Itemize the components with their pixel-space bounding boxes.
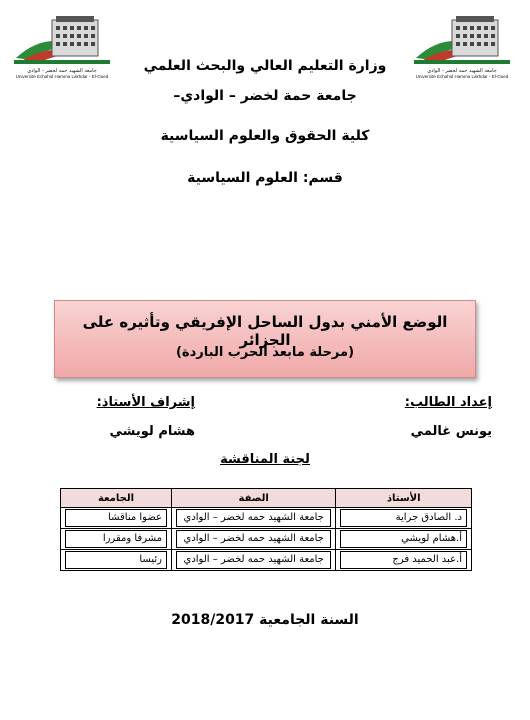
table-cell-affiliation — [171, 550, 335, 571]
academic-year: السنة الجامعية 2018/2017 — [171, 612, 359, 628]
faculty-heading: كلية الحقوق والعلوم السياسية — [160, 128, 370, 144]
column-header-professor: الأستاذ — [336, 489, 472, 508]
committee-title: لجنة المناقشة — [220, 452, 310, 467]
thesis-title: الوضع الأمني بدول الساحل الإفريقي وتأثيره على الجزائر — [82, 313, 448, 349]
table-row — [61, 550, 472, 571]
cell-text: أ.عبد الحميد فرج — [340, 551, 467, 569]
logo-caption-en: Université Echahid Hamma Lakhdar - El-Oued — [15, 74, 109, 79]
table-cell-affiliation — [171, 508, 335, 529]
cell-text: جامعة الشهيد حمه لخضر – الوادي — [176, 551, 331, 569]
cell-text: أ.هشام لويشي — [340, 530, 467, 548]
thesis-title-box — [54, 300, 476, 378]
cell-text: جامعة الشهيد حمه لخضر – الوادي — [176, 509, 331, 527]
table-cell-professor — [336, 550, 472, 571]
department-heading: قسم: العلوم السياسية — [187, 170, 343, 186]
logo-caption-en: Université Echahid Hamma Lakhdar - El-Oued — [415, 74, 509, 79]
table-cell-affiliation — [171, 529, 335, 550]
table-row — [61, 529, 472, 550]
table-cell-professor — [336, 529, 472, 550]
logo-caption-ar: جامعة الشهيد حمة لخضر - الوادي — [27, 68, 97, 74]
university-heading: جامعة حمة لخضر – الوادي– — [173, 88, 357, 104]
supervisor-name: هشام لويشي — [109, 424, 195, 439]
column-header-role: الجامعة — [61, 489, 172, 508]
table-cell-role — [61, 529, 172, 550]
table-cell-professor — [336, 508, 472, 529]
table-cell-role — [61, 508, 172, 529]
cell-text: جامعة الشهيد حمه لخضر – الوادي — [176, 530, 331, 548]
logo-caption-ar: جامعة الشهيد حمة لخضر - الوادي — [427, 68, 497, 74]
ministry-heading: وزارة التعليم العالي والبحث العلمي — [143, 58, 387, 74]
committee-table — [60, 488, 472, 571]
student-name: يونس غالمي — [410, 424, 492, 439]
table-cell-role — [61, 550, 172, 571]
student-label: إعداد الطالب: — [404, 395, 492, 410]
column-header-affiliation: الصفة — [171, 489, 335, 508]
cell-text: د. الصادق جراية — [340, 509, 467, 527]
cell-text: عضوا مناقشا — [65, 509, 167, 527]
cell-text: رئيسا — [65, 551, 167, 569]
supervisor-label: إشراف الأستاذ: — [96, 395, 195, 410]
cell-text: مشرفا ومقررا — [65, 530, 167, 548]
table-header-row — [61, 489, 472, 508]
table-row — [61, 508, 472, 529]
thesis-subtitle: (مرحلة مابعد الحرب الباردة) — [175, 345, 355, 360]
